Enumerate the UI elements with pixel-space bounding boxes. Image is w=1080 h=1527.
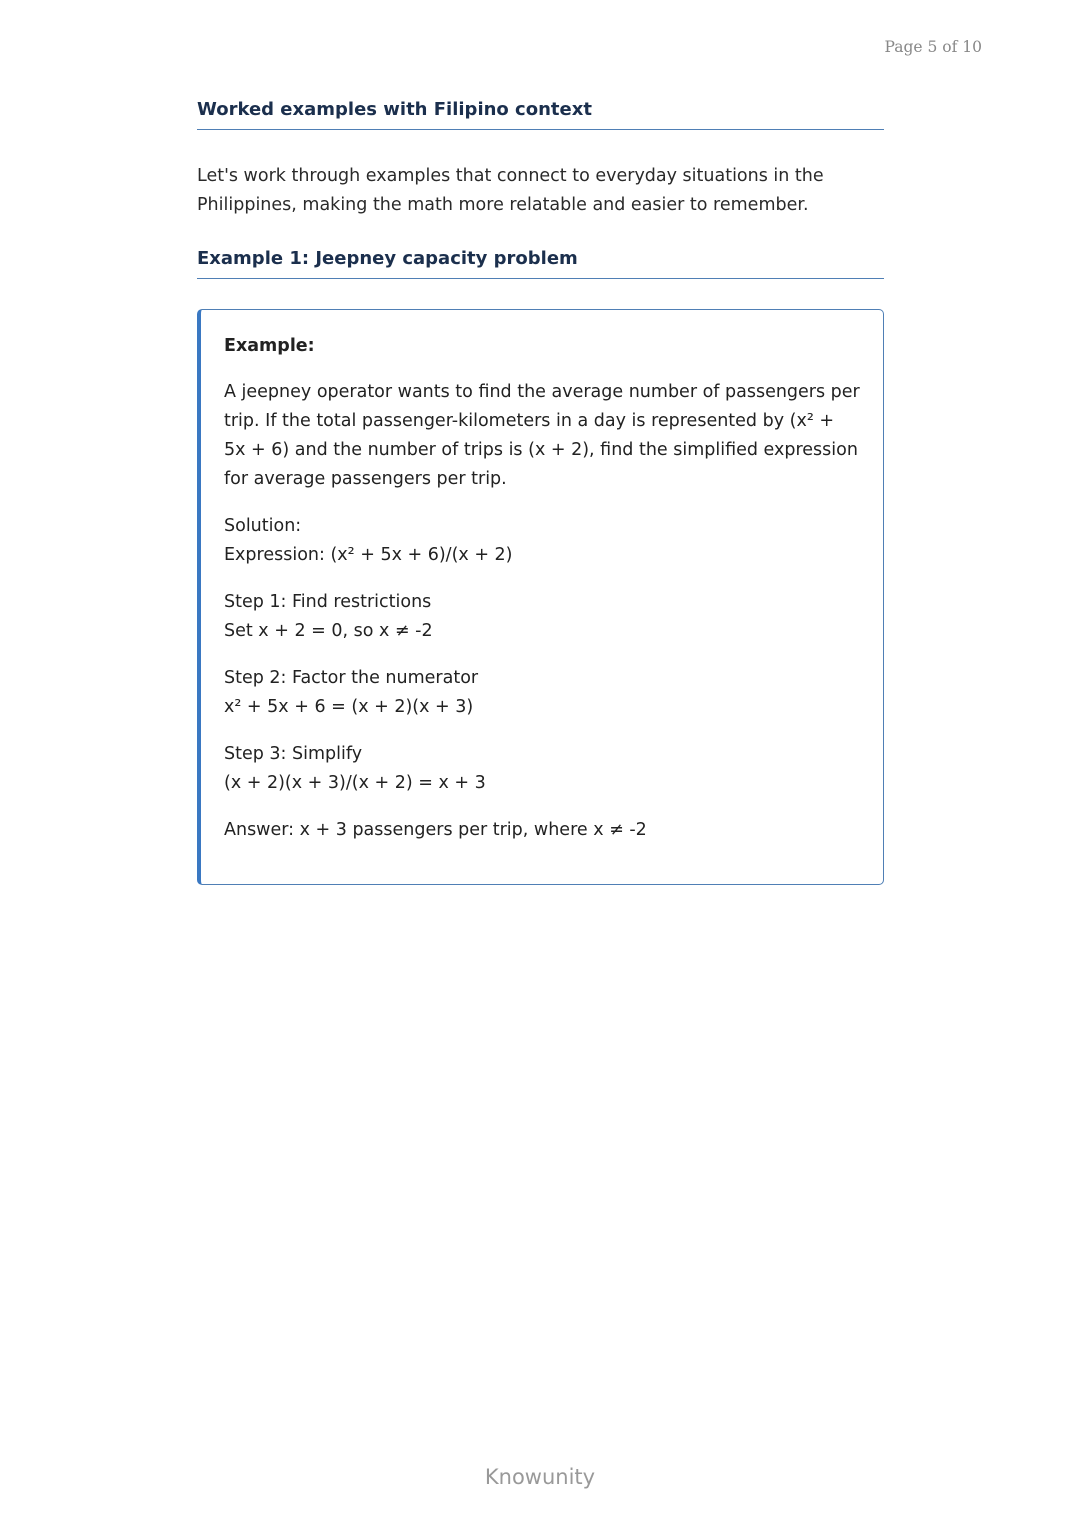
problem-statement: A jeepney operator wants to find the average number of passengers per trip. If the total passenger-kilometers in a day is represented by (x² + 5x + 6) and the number of trips is (x + 2), find the simplified expression for average passengers per trip. bbox=[224, 382, 860, 489]
step-2-block bbox=[224, 664, 861, 722]
step-1-title: Step 1: Find restrictions bbox=[224, 592, 432, 612]
step-1-block bbox=[224, 588, 861, 646]
footer-brand: Knowunity bbox=[484, 1465, 596, 1489]
intro-paragraph: Let's work through examples that connect to everyday situations in the Philippines, making the math more relatable and easier to remember. bbox=[197, 166, 824, 215]
step-1-detail: Set x + 2 = 0, so x ≠ -2 bbox=[224, 621, 433, 641]
example-heading: Example 1: Jeepney capacity problem bbox=[197, 248, 884, 279]
example-box bbox=[197, 309, 884, 885]
answer-line: Answer: x + 3 passengers per trip, where x ≠ -2 bbox=[224, 820, 647, 840]
step-2-detail: x² + 5x + 6 = (x + 2)(x + 3) bbox=[224, 697, 474, 717]
solution-label: Solution: bbox=[224, 516, 302, 536]
section-heading: Worked examples with Filipino context bbox=[197, 99, 884, 130]
expression-line: Expression: (x² + 5x + 6)/(x + 2) bbox=[224, 545, 513, 565]
step-3-detail: (x + 2)(x + 3)/(x + 2) = x + 3 bbox=[224, 773, 486, 793]
solution-block bbox=[224, 512, 861, 570]
page-number: Page 5 of 10 bbox=[884, 38, 982, 56]
step-2-title: Step 2: Factor the numerator bbox=[224, 668, 479, 688]
step-3-title: Step 3: Simplify bbox=[224, 744, 363, 764]
step-3-block bbox=[224, 740, 861, 798]
answer-block bbox=[224, 816, 861, 845]
example-label: Example: bbox=[224, 336, 315, 356]
